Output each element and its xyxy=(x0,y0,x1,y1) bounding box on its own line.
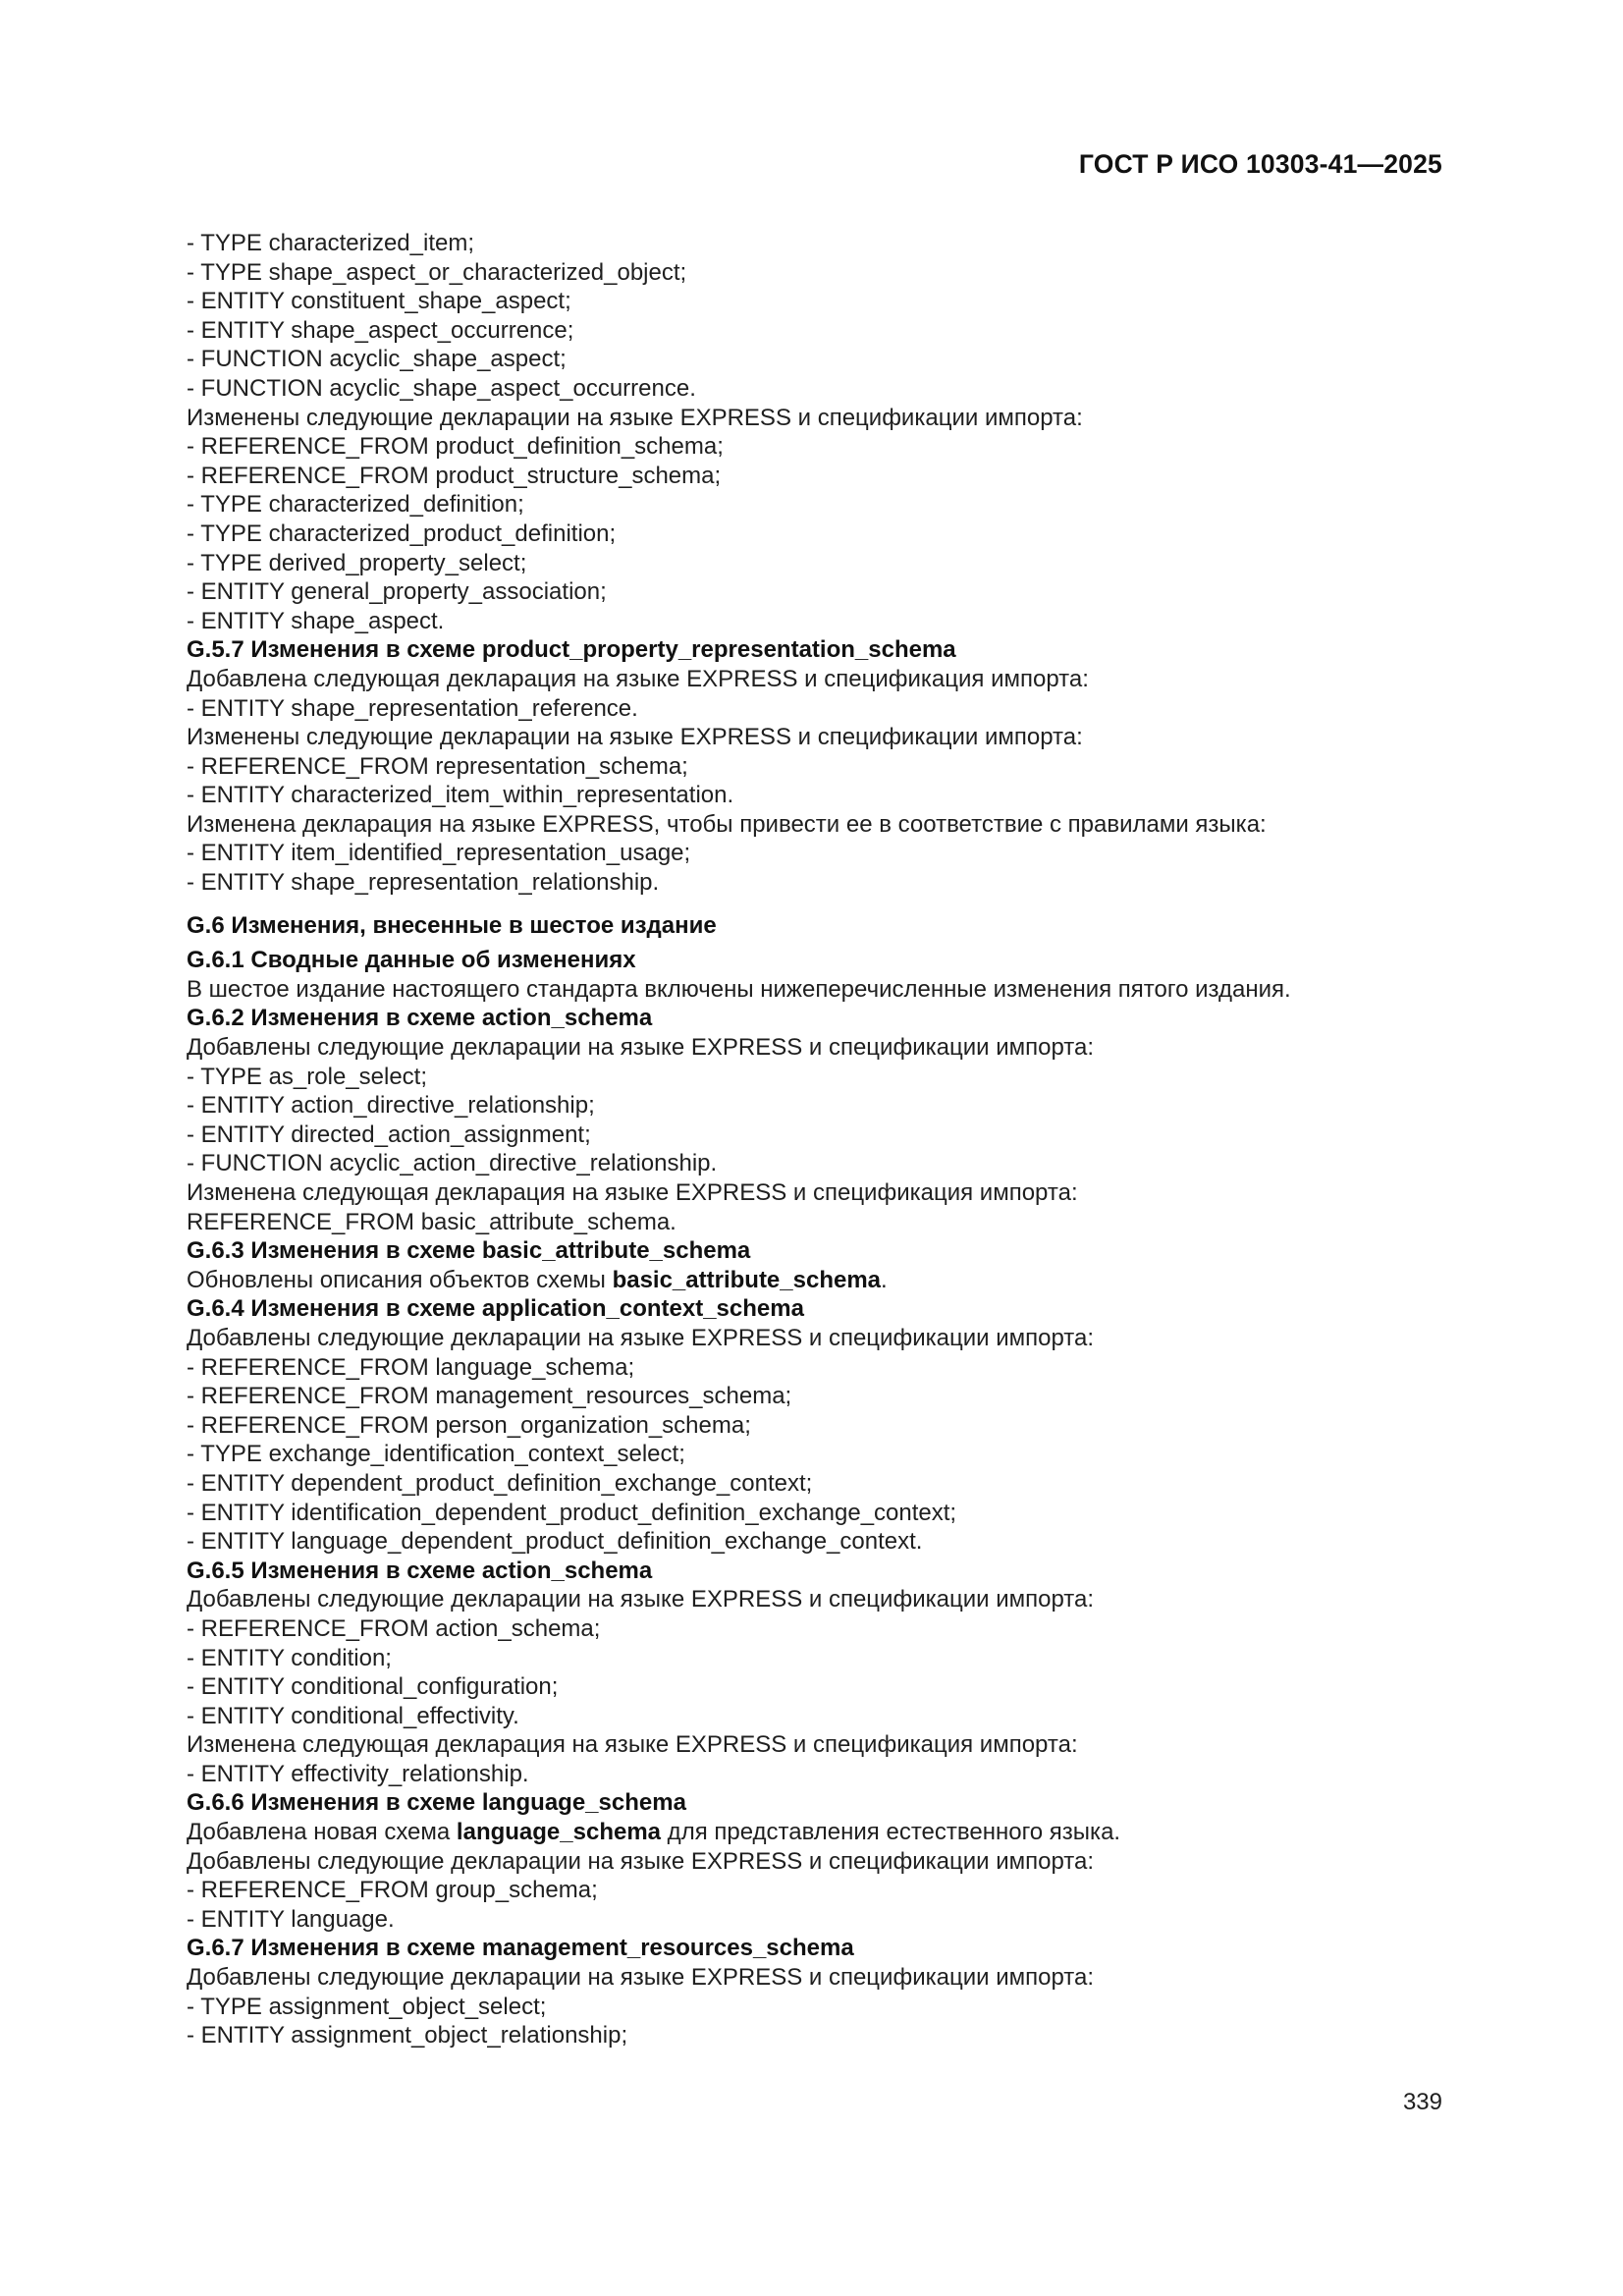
text-line: - FUNCTION acyclic_action_directive_relationship. xyxy=(187,1150,718,1177)
section-heading: G.6.3 Изменения в схеме basic_attribute_schema xyxy=(187,1237,751,1265)
text-line: - ENTITY shape_representation_reference. xyxy=(187,694,638,722)
text-run: Добавлена новая схема xyxy=(187,1819,457,1846)
section-heading: G.6.1 Сводные данные об изменениях xyxy=(187,947,636,974)
text-line: - FUNCTION acyclic_shape_aspect; xyxy=(187,346,567,373)
page-number: 339 xyxy=(1402,2089,1442,2115)
page-body xyxy=(187,229,1453,2050)
text-line: - ENTITY assignment_object_relationship; xyxy=(187,2022,628,2050)
text-line: - ENTITY shape_aspect_occurrence; xyxy=(187,316,574,344)
text-line: - REFERENCE_FROM product_structure_schema; xyxy=(187,462,722,489)
text-line: - REFERENCE_FROM representation_schema; xyxy=(187,752,688,780)
section-heading: G.6.2 Изменения в схеме action_schema xyxy=(187,1005,653,1032)
text-line: - ENTITY conditional_configuration; xyxy=(187,1673,559,1701)
text-line: - FUNCTION acyclic_shape_aspect_occurrence. xyxy=(187,374,696,402)
text-line: - TYPE shape_aspect_or_characterized_object; xyxy=(187,258,687,286)
section-heading: G.6.4 Изменения в схеме application_context_schema xyxy=(187,1295,804,1323)
text-line: Изменена следующая декларация на языке EXPRESS и спецификация импорта: xyxy=(187,1731,1078,1759)
text-line: - REFERENCE_FROM language_schema; xyxy=(187,1353,635,1381)
text-line: Изменена следующая декларация на языке EXPRESS и спецификация импорта: xyxy=(187,1179,1078,1206)
text-line: - ENTITY conditional_effectivity. xyxy=(187,1702,519,1729)
text-line: - TYPE derived_property_select; xyxy=(187,549,527,576)
section-heading: G.6.5 Изменения в схеме action_schema xyxy=(187,1557,653,1584)
text-line: - ENTITY shape_aspect. xyxy=(187,607,445,634)
text-line: - TYPE characterized_product_definition; xyxy=(187,519,617,547)
text-line: - ENTITY item_identified_representation_usage; xyxy=(187,840,691,867)
text-line: - REFERENCE_FROM product_definition_schema; xyxy=(187,433,724,461)
text-line: В шестое издание настоящего стандарта включены нижеперечисленные изменения пятого издания. xyxy=(187,975,1291,1003)
text-line: - TYPE characterized_definition; xyxy=(187,491,524,519)
text-line: - REFERENCE_FROM management_resources_schema; xyxy=(187,1383,792,1410)
text-line: - ENTITY language_dependent_product_definition_exchange_context. xyxy=(187,1528,923,1556)
text-line: Добавлена следующая декларация на языке EXPRESS и спецификация импорта: xyxy=(187,665,1089,692)
text-line-mixed xyxy=(187,1266,1453,1295)
text-line: - TYPE exchange_identification_context_select; xyxy=(187,1441,685,1468)
text-line: Добавлены следующие декларации на языке EXPRESS и спецификации импорта: xyxy=(187,1324,1095,1351)
text-line: - ENTITY dependent_product_definition_exchange_context; xyxy=(187,1469,813,1497)
text-line: Изменена декларация на языке EXPRESS, чтобы привести ее в соответствие с правилами языка: xyxy=(187,810,1267,838)
section-heading: G.6.6 Изменения в схеме language_schema xyxy=(187,1789,686,1817)
text-line: Добавлены следующие декларации на языке EXPRESS и спецификации импорта: xyxy=(187,1847,1095,1875)
text-line: REFERENCE_FROM basic_attribute_schema. xyxy=(187,1208,676,1235)
text-line: - ENTITY shape_representation_relationship. xyxy=(187,869,660,897)
text-line: - REFERENCE_FROM person_organization_schema; xyxy=(187,1411,751,1439)
section-heading: G.6.7 Изменения в схеме management_resources_schema xyxy=(187,1935,854,1962)
text-line: Добавлены следующие декларации на языке EXPRESS и спецификации импорта: xyxy=(187,1964,1095,1992)
text-line: - ENTITY condition; xyxy=(187,1644,392,1671)
text-line: Изменены следующие декларации на языке EXPRESS и спецификации импорта: xyxy=(187,724,1083,751)
text-line: - ENTITY identification_dependent_product_definition_exchange_context; xyxy=(187,1499,957,1526)
schema-name: basic_attribute_schema xyxy=(612,1266,882,1293)
text-line: - TYPE characterized_item; xyxy=(187,230,475,256)
text-line: - TYPE as_role_select; xyxy=(187,1063,428,1090)
text-line: - ENTITY directed_action_assignment; xyxy=(187,1121,591,1148)
text-line: Добавлены следующие декларации на языке EXPRESS и спецификации импорта: xyxy=(187,1586,1095,1613)
text-run: для представления естественного языка. xyxy=(661,1819,1121,1846)
section-heading: G.5.7 Изменения в схеме product_property_representation_schema xyxy=(187,636,956,664)
text-line: - ENTITY characterized_item_within_representation. xyxy=(187,782,734,809)
running-header: ГОСТ Р ИСО 10303-41—2025 xyxy=(1078,149,1442,179)
text-line: - REFERENCE_FROM group_schema; xyxy=(187,1877,598,1904)
schema-name: language_schema xyxy=(456,1819,662,1846)
text-line: - ENTITY action_directive_relationship; xyxy=(187,1092,595,1120)
text-line: - ENTITY language. xyxy=(187,1905,395,1933)
text-line-mixed xyxy=(187,1818,1453,1847)
section-heading: G.6 Изменения, внесенные в шестое издание xyxy=(187,911,717,939)
text-line: - ENTITY constituent_shape_aspect; xyxy=(187,288,571,315)
text-line: - REFERENCE_FROM action_schema; xyxy=(187,1614,601,1642)
text-run: . xyxy=(881,1266,888,1293)
text-line: - ENTITY general_property_association; xyxy=(187,578,607,606)
text-run: Обновлены описания объектов схемы xyxy=(187,1266,613,1293)
text-line: - ENTITY effectivity_relationship. xyxy=(187,1760,529,1787)
text-line: Изменены следующие декларации на языке EXPRESS и спецификации импорта: xyxy=(187,404,1083,431)
text-line: - TYPE assignment_object_select; xyxy=(187,1993,547,2020)
text-line: Добавлены следующие декларации на языке EXPRESS и спецификации импорта: xyxy=(187,1034,1095,1062)
